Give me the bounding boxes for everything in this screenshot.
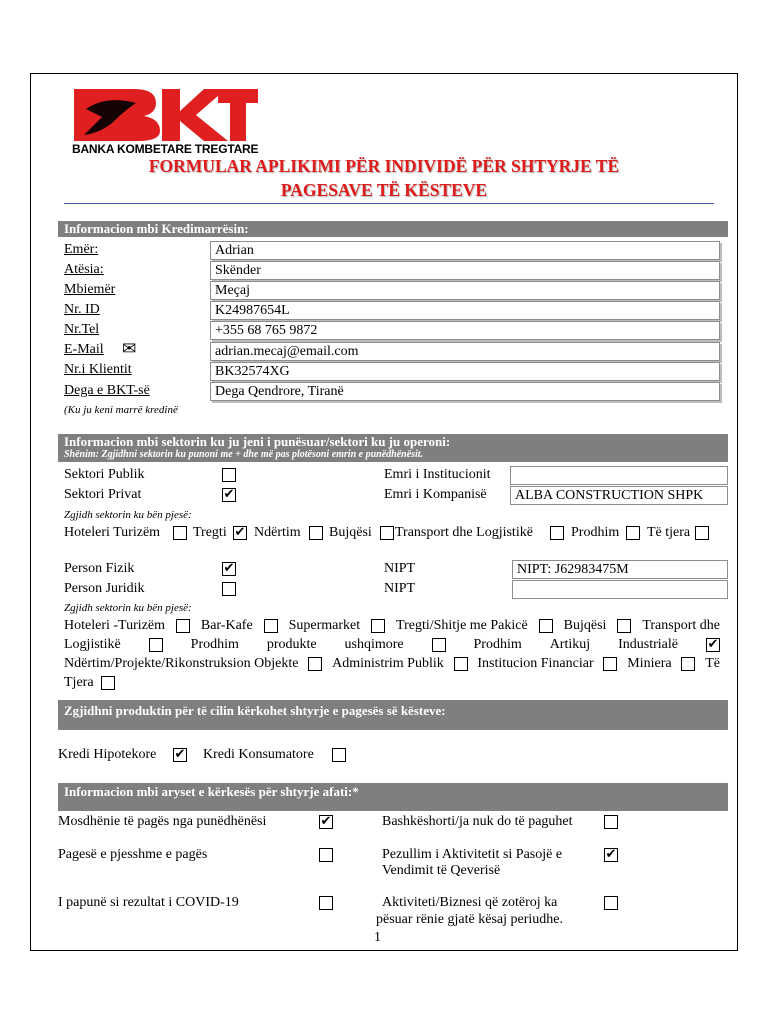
checkbox-bashkeshorti[interactable]	[604, 815, 618, 829]
business-sector-line-2	[64, 636, 720, 654]
checkbox-person-juridik[interactable]	[222, 582, 236, 596]
label-te: Të	[705, 656, 720, 671]
checkbox-mosdhenie[interactable]: ✔	[320, 814, 332, 829]
label-pezullim-1: Pezullim i Aktivitetit si Pasojë e	[382, 847, 563, 862]
label-kredi-konsumatore: Kredi Konsumatore	[203, 747, 314, 762]
label-transport-dhe: Transport dhe	[642, 618, 720, 633]
checkbox-tregti[interactable]: ✔	[234, 525, 246, 540]
label-te-tjera: Të tjera	[647, 525, 691, 540]
label-prodhim-2: Prodhim	[190, 637, 239, 652]
label-institucion-financiar: Institucion Financiar	[477, 656, 594, 671]
checkbox-tregti-pakice[interactable]	[539, 619, 553, 633]
label-tregti: Tregti	[193, 525, 227, 540]
label-ndertim-projekte: Ndërtim/Projekte/Rikonstruksion Objekte	[64, 656, 299, 671]
label-hoteleri-turizem: Hoteleri Turizëm	[64, 525, 161, 540]
checkbox-ndertim-projekte[interactable]: ✔	[707, 637, 719, 652]
label-nipt-1: NIPT	[384, 561, 416, 576]
label-emri-kompanise: Emri i Kompanisë	[384, 487, 487, 502]
label-bujqesi: Bujqësi	[329, 525, 372, 540]
checkbox-administrim-publik[interactable]	[308, 657, 322, 671]
checkbox-logjistike[interactable]	[149, 638, 163, 652]
section-reasons-heading: Informacion mbi aryset e kërkesës për shtyrje afati:*	[58, 783, 728, 811]
checkbox-supermarket[interactable]	[371, 619, 385, 633]
checkbox-bujqesi-2[interactable]	[617, 619, 631, 633]
field-atesia[interactable]: Skënder	[210, 261, 720, 280]
envelope-icon: ✉	[122, 339, 137, 359]
form-title-line1: FORMULAR APLIKIMI PËR INDIVIDË PËR SHTYRJE TË	[148, 156, 620, 176]
label-supermarket: Supermarket	[288, 618, 361, 633]
business-sector-line-1	[64, 617, 720, 635]
field-nipt-2[interactable]	[512, 580, 728, 599]
form-title-line2: PAGESAVE TË KËSTEVE	[280, 180, 488, 200]
checkbox-hoteleri[interactable]	[176, 619, 190, 633]
label-aktiviteti-2: pësuar rënie gjatë kësaj periudhe.	[376, 912, 563, 927]
label-nr-tel: Nr.Tel	[64, 322, 100, 337]
checkbox-sektori-publik[interactable]	[222, 468, 236, 482]
checkbox-sektori-privat[interactable]: ✔	[223, 487, 235, 502]
page-number: 1	[374, 930, 381, 945]
checkbox-i-papune[interactable]	[319, 896, 333, 910]
field-emer[interactable]: Adrian	[210, 241, 720, 260]
checkbox-transport[interactable]	[550, 526, 564, 540]
label-transport: Transport dhe Logjistikë	[395, 525, 533, 540]
label-emer: Emër:	[64, 242, 99, 257]
checkbox-pagese-pjesshme[interactable]	[319, 848, 333, 862]
instruction-sector-1: Zgjidh sektorin ku bën pjesë:	[64, 509, 192, 521]
field-dega[interactable]: Dega Qendrore, Tiranë	[210, 382, 720, 401]
label-aktiviteti-1: Aktiviteti/Biznesi që zotëroj ka	[382, 895, 558, 910]
checkbox-kredi-konsumatore[interactable]	[332, 748, 346, 762]
label-sektori-publik: Sektori Publik	[64, 467, 145, 482]
label-nipt-2: NIPT	[384, 581, 416, 596]
checkbox-person-fizik[interactable]: ✔	[223, 561, 235, 576]
checkbox-bar-kafe[interactable]	[264, 619, 278, 633]
label-sektori-privat: Sektori Privat	[64, 487, 142, 502]
instruction-sector-2: Zgjidh sektorin ku bën pjesë:	[64, 602, 192, 614]
checkbox-prodhim[interactable]	[626, 526, 640, 540]
checkbox-institucion-financiar[interactable]	[454, 657, 468, 671]
field-mbiemer[interactable]: Meçaj	[210, 281, 720, 300]
field-nr-id[interactable]: K24987654L	[210, 301, 720, 320]
label-bujqesi-2: Bujqësi	[563, 618, 607, 633]
label-tregti-pakice: Tregti/Shitje me Pakicë	[396, 618, 528, 633]
label-mosdhenie: Mosdhënie të pagës nga punëdhënësi	[58, 814, 267, 829]
label-person-fizik: Person Fizik	[64, 561, 135, 576]
sector-heading-text: Informacion mbi sektorin ku ju jeni i punësuar/sektori ku ju operoni:	[64, 434, 451, 449]
label-person-juridik: Person Juridik	[64, 581, 145, 596]
label-ushqimore: ushqimore	[344, 637, 404, 652]
checkbox-hoteleri-turizem[interactable]	[173, 526, 187, 540]
checkbox-miniera[interactable]	[603, 657, 617, 671]
label-dega: Dega e BKT-së	[64, 383, 150, 398]
label-nr-klientit: Nr.i Klientit	[64, 362, 132, 377]
label-bar-kafe: Bar-Kafe	[200, 618, 253, 633]
checkbox-ndertim[interactable]	[309, 526, 323, 540]
label-mbiemer: Mbiemër	[64, 282, 116, 297]
label-prodhim-3: Prodhim	[473, 637, 522, 652]
field-emri-kompanise[interactable]: ALBA CONSTRUCTION SHPK	[510, 486, 728, 505]
label-produkte: produkte	[266, 637, 317, 652]
label-emri-institucionit: Emri i Institucionit	[384, 467, 491, 482]
field-nr-klientit[interactable]: BK32574XG	[210, 362, 720, 381]
business-sector-line-3	[64, 655, 720, 673]
branch-note: (Ku ju keni marrë kredinë	[64, 404, 178, 416]
label-atesia: Atësia:	[64, 262, 104, 277]
section-sector-heading	[58, 434, 728, 462]
label-tjera: Tjera	[64, 675, 94, 690]
label-miniera: Miniera	[627, 656, 672, 671]
label-kredi-hipotekore: Kredi Hipotekore	[58, 747, 157, 762]
checkbox-pezullim[interactable]: ✔	[605, 847, 617, 862]
label-artikuj: Artikuj	[549, 637, 591, 652]
checkbox-tjera[interactable]	[101, 676, 115, 690]
label-industriale: Industrialë	[618, 637, 678, 652]
label-pagese-pjesshme: Pagesë e pjesshme e pagës	[58, 847, 208, 862]
label-ndertim: Ndërtim	[254, 525, 301, 540]
checkbox-bujqesi[interactable]	[380, 526, 394, 540]
label-i-papune: I papunë si rezultat i COVID-19	[58, 895, 239, 910]
label-bashkeshorti: Bashkëshorti/ja nuk do të paguhet	[382, 814, 573, 829]
label-prodhim: Prodhim	[571, 525, 620, 540]
label-administrim-publik: Administrim Publik	[332, 656, 444, 671]
sector-note: Shënim: Zgjidhni sektorin ku punoni me + dhe më pas plotësoni emrin e punëdhënësit.	[64, 449, 424, 460]
checkbox-te-tjera[interactable]	[695, 526, 709, 540]
bank-name: BANKA KOMBETARE TREGTARE	[72, 142, 259, 156]
label-hoteleri: Hoteleri -Turizëm	[64, 618, 165, 633]
section-borrower-heading: Informacion mbi Kredimarrësin:	[58, 221, 728, 237]
label-pezullim-2: Vendimit të Qeverisë	[382, 863, 501, 878]
label-email: E-Mail	[64, 342, 104, 357]
field-nipt-1[interactable]: NIPT: J62983475M	[512, 560, 728, 579]
checkbox-prodhim-ushqimore[interactable]	[432, 638, 446, 652]
checkbox-te-tjera-2[interactable]	[681, 657, 695, 671]
label-nr-id: Nr. ID	[64, 302, 100, 317]
field-nr-tel[interactable]: +355 68 765 9872	[210, 321, 720, 340]
field-email[interactable]: adrian.mecaj@email.com	[210, 342, 720, 361]
section-product-heading: Zgjidhni produktin për të cilin kërkohet shtyrje e pagesës së kësteve:	[58, 700, 728, 730]
field-emri-institucionit[interactable]	[510, 466, 728, 485]
label-logjistike: Logjistikë	[64, 637, 121, 652]
title-underline	[64, 203, 714, 204]
checkbox-kredi-hipotekore[interactable]: ✔	[174, 747, 186, 762]
checkbox-aktiviteti[interactable]	[604, 896, 618, 910]
